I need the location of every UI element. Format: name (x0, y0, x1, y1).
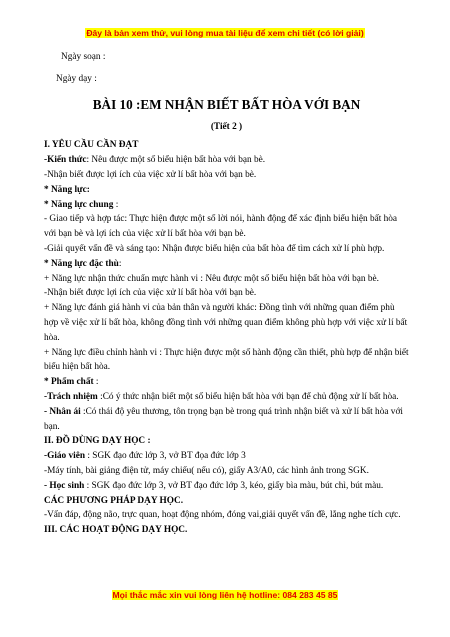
methods-text: -Vấn đáp, động não, trực quan, hoạt động nhóm, đóng vai,giải quyết vấn đề, lắng nghe tích cực. (44, 510, 401, 521)
lesson-title: BÀI 10 :EM NHẬN BIẾT BẤT HÒA VỚI BẠN (92, 96, 361, 112)
lesson-plan-document (44, 50, 409, 538)
general-competence-heading: * Năng lực chung : (44, 199, 119, 210)
specific-competence-2: -Nhận biết được lợi ích của việc xử lí bất hòa với bạn bè. (44, 288, 257, 299)
section-activities-heading: III. CÁC HOẠT ĐỘNG DẠY HỌC. (44, 525, 188, 536)
section-materials-heading: II. ĐỒ DÙNG DẠY HỌC : (44, 436, 151, 447)
specific-competence-1: + Năng lực nhận thức chuẩn mực hành vi : Nêu được một số biểu hiện bất hòa với bạn bè. (44, 273, 379, 284)
specific-competence-heading: * Năng lực đặc thù: (44, 258, 122, 269)
date-prepare: Ngày soạn : (61, 52, 106, 62)
teacher-materials-2: -Máy tính, bài giảng điện tử, máy chiếu( nếu có), giấy A3/A0, các hình ảnh trong SGK. (44, 465, 369, 476)
competence-heading: * Năng lực: (44, 184, 90, 195)
student-materials: - Học sinh : SGK đạo đức lớp 3, vở BT đạo đức lớp 3, kéo, giấy bìa màu, bút chì, bút màu. (44, 480, 384, 491)
qualities-heading: * Phẩm chất : (44, 377, 99, 388)
general-competence-1: - Giao tiếp và hợp tác: Thực hiện được một số lời nói, hành động để xác định biểu hiện bất hòa với bạn bè và lợi ích của việc xử lí bất hòa với bạn bè. (44, 214, 398, 240)
preview-notice-banner: Đây là bản xem thử, vui lòng mua tài liệu để xem chi tiết (có lời giải) (86, 28, 364, 38)
date-teach: Ngày dạy : (56, 73, 97, 84)
general-competence-2: -Giải quyết vấn đề và sáng tạo: Nhận được biểu hiện của bất hòa để tìm cách xử lí phù hợp. (44, 243, 385, 254)
specific-competence-3: + Năng lực đánh giá hành vi của bản thân và người khác: Đồng tình với những quan điểm phù hợp về việc xử lí bất hòa, không đồng tình với những quan điểm không phù hợp với việc xử lí bất hòa. (44, 303, 408, 343)
hotline-banner: Mọi thắc mắc xin vui lòng liên hệ hotline: 084 283 45 85 (112, 590, 338, 600)
knowledge-line-2: -Nhận biết được lợi ích của việc xử lí bất hòa với bạn bè. (44, 169, 257, 180)
specific-competence-4: + Năng lực điều chỉnh hành vi : Thực hiện được một số hành động cần thiết, phù hợp để nhận biết biểu hiện bất hòa. (44, 347, 409, 373)
section-requirements-heading: I. YÊU CẦU CẦN ĐẠT (44, 140, 139, 151)
lesson-period: (Tiết 2 ) (210, 121, 243, 132)
responsibility-line: -Trách nhiệm :Có ý thức nhận biết một số biểu hiện bất hòa với bạn để chủ động xử lí bất hòa. (44, 391, 399, 402)
kindness-line: - Nhân ái :Có thái độ yêu thương, tôn trọng bạn bè trong quá trình nhận biết và xử lí bất hòa với bạn. (44, 406, 403, 432)
teacher-materials: -Giáo viên : SGK đạo đức lớp 3, vở BT đọa đức lớp 3 (44, 451, 246, 462)
section-methods-heading: CÁC PHƯƠNG PHÁP DẠY HỌC. (44, 495, 184, 506)
knowledge-line: -Kiến thức: Nêu được một số biểu hiện bất hòa với bạn bè. (44, 155, 266, 166)
